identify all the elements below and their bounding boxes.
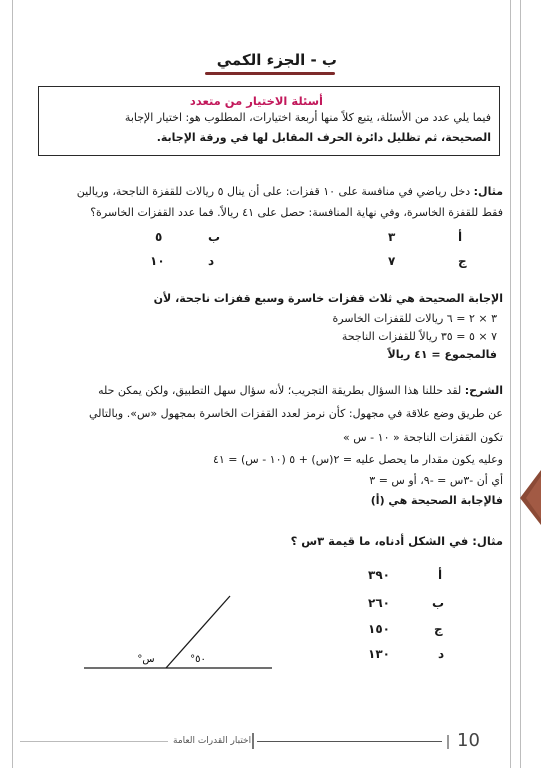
example2-label: مثال:	[472, 534, 503, 548]
example2-question-text: في الشكل أدناه، ما قيمة ٣س ؟	[290, 534, 469, 548]
explanation-label: الشرح:	[464, 384, 503, 397]
footer-rule	[257, 741, 442, 742]
example1-question-line-1	[77, 185, 503, 198]
example1-label: مثال:	[473, 185, 503, 198]
chapter-tab-marker	[520, 470, 541, 525]
example2-option-b-letter: ب	[432, 596, 445, 610]
explanation-equation: وعليه يكون مقدار ما يحصل عليه = ٢(س) + ٥ (١٠ - س) = ٤١	[212, 453, 503, 466]
angle-figure	[78, 590, 278, 672]
example2-option-a-value: ٣٩٠	[368, 568, 390, 582]
example2-option-a-letter: أ	[438, 568, 443, 582]
example2-option-d-letter: د	[438, 647, 445, 661]
example1-option-d-value: ١٠	[150, 254, 165, 268]
example1-question-text-1: دخل رياضي في منافسة على ١٠ قفزات: على أن ينال ٥ ريالات للقفزة الناجحة، وريالين	[76, 185, 471, 198]
example1-answer-intro: الإجابة الصحيحة هي ثلاث قفزات خاسرة وسبع قفزات ناجحة، لأن	[153, 292, 503, 305]
example1-option-c-letter: ج	[458, 254, 467, 268]
example1-option-b-letter: ب	[208, 230, 221, 244]
section-title: ب - الجزء الكمي	[216, 51, 337, 69]
example1-option-d-letter: د	[208, 254, 215, 268]
explanation-line-3: تكون القفزات الناجحة « ١٠ - س »	[343, 431, 503, 444]
instructions-line-2: الصحيحة، ثم تظليل دائرة الحرف المقابل لها في ورقة الإجابة.	[156, 131, 491, 144]
instructions-box	[38, 86, 500, 156]
figure-angle-given-label: ٥٠°	[190, 654, 206, 665]
example1-option-c-value: ٧	[388, 254, 396, 268]
example2-option-d-value: ١٣٠	[368, 647, 390, 661]
title-underline	[205, 72, 335, 75]
explanation-line-2: عن طريق وضع علاقة في مجهول: كأن نرمز لعدد القفزات الخاسرة بمجهول «س». وبالتالي	[88, 407, 503, 420]
explanation-text-1: لقد حللنا هذا السؤال بطريقة التجريب؛ لأنه سؤال سهل التطبيق، ولكن يمكن حله	[98, 384, 462, 397]
explanation-line-1	[98, 384, 503, 397]
explanation-solution: أي أن -٣س = -٩، أو س = ٣	[369, 474, 503, 487]
page-edge-rule	[520, 0, 521, 768]
page-number: 10	[457, 730, 480, 751]
instructions-line-1: فيما يلي عدد من الأسئلة، يتبع كلاً منها أربعة اختيارات، المطلوب هو: اختيار الإجابة	[124, 111, 491, 124]
figure-angle-x-label: س°	[137, 654, 155, 665]
example2-option-c-letter: ج	[434, 622, 443, 636]
example2-question	[291, 534, 503, 548]
example2-option-b-value: ٢٦٠	[368, 596, 390, 610]
example1-option-a-letter: أ	[458, 230, 463, 244]
calculation-total: فالمجموع = ٤١ ريالاً	[387, 348, 497, 361]
example1-option-a-value: ٣	[388, 230, 396, 244]
footer-tick	[252, 733, 254, 749]
calculation-line-1: ٣ × ٢ = ٦ ريالات للقفزات الخاسرة	[332, 312, 497, 325]
instructions-heading: أسئلة الاختيار من متعدد	[189, 94, 323, 108]
footer-rule-left	[20, 741, 168, 742]
example2-option-c-value: ١٥٠	[368, 622, 390, 636]
footer-title: اختبار القدرات العامة	[173, 736, 252, 746]
footer-divider	[447, 735, 449, 749]
example1-question-line-2: فقط للقفزة الخاسرة، وفي نهاية المنافسة: حصل على ٤١ ريالاً. فما عدد القفزات الخاسرة؟	[90, 206, 503, 219]
example1-option-b-value: ٥	[155, 230, 163, 244]
example1-conclusion: فالإجابة الصحيحة هي (أ)	[370, 494, 503, 507]
calculation-line-2: ٧ × ٥ = ٣٥ ريالاً للقفزات الناجحة	[341, 330, 497, 343]
